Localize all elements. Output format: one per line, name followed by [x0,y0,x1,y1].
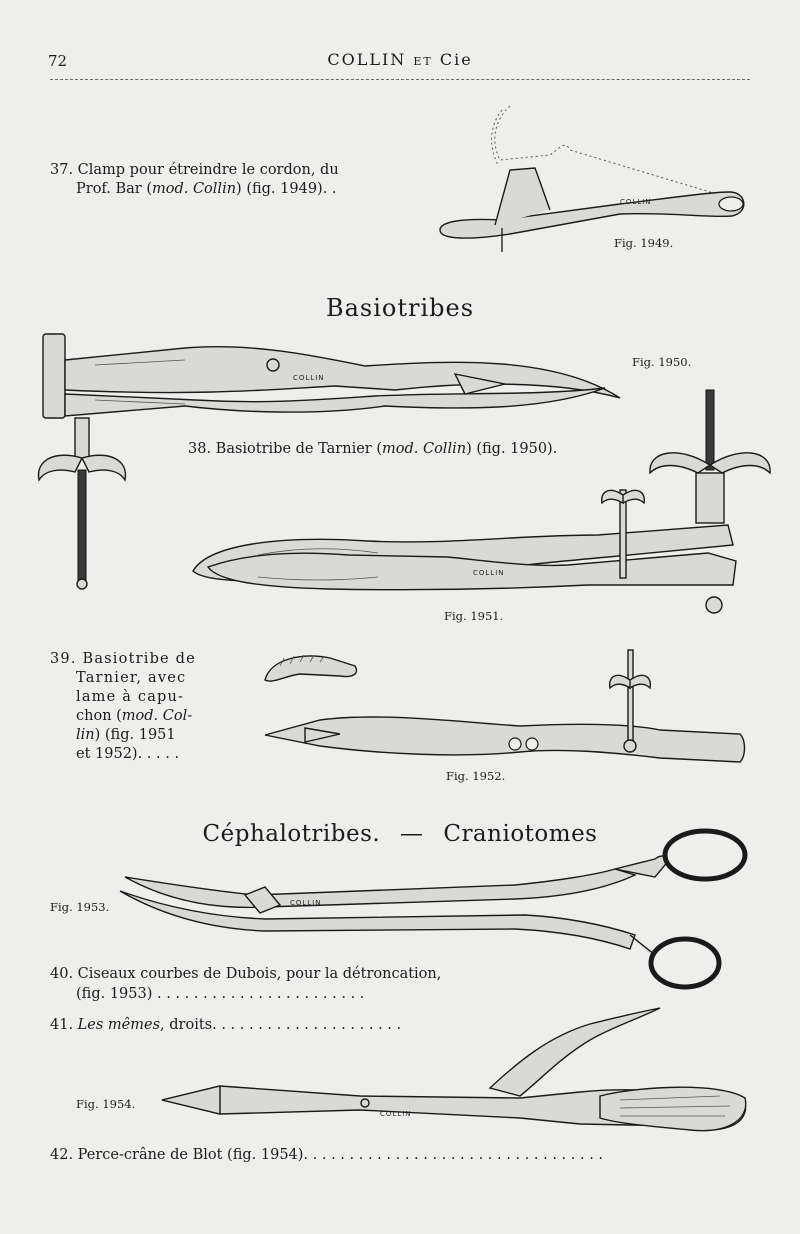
illustration-basiotribe-fig-1951 [188,385,788,620]
fig-1952-caption: Fig. 1952. [446,769,506,783]
illustration-perforator-fig-1954 [160,1000,760,1150]
illustration-hooded-blade-fig-1952 [260,640,760,780]
fig-1950-caption: Fig. 1950. [632,355,692,369]
hooded-blade-knob [624,740,636,752]
basiotribe2-wing-right [710,453,770,473]
perforator-tip [162,1086,220,1114]
hooded-blade-screw [628,650,633,750]
perforator-lever [490,1008,660,1096]
basiotribe-screw [78,470,86,580]
fig-1953-caption: Fig. 1953. [50,900,110,914]
running-header-main: COLLIN [327,50,407,69]
entry-38-ref: ) (fig. 1950). [466,441,558,457]
section-dash: — [400,821,424,847]
running-header [0,50,800,69]
scissors-upper-ring [665,831,745,879]
basiotribe-screw-knob [77,579,87,589]
entry-39-line1: 39. Basiotribe de [50,651,196,667]
basiotribe2-collar [696,473,724,523]
entry-38-text: 38. Basiotribe de Tarnier ( [188,441,382,457]
scissors-upper-blade [125,869,635,907]
entry-40-line2: (fig. 1953) . . . . . . . . . . . . . . . . . . . . . . . [76,986,365,1002]
fig-1954-caption: Fig. 1954. [76,1097,136,1111]
scissors-engraving: COLLIN [290,899,322,907]
entry-41-number: 41. [50,1017,74,1033]
basiotribe-engraving: COLLIN [293,374,325,382]
illustration-clamp-fig-1949 [440,100,760,260]
running-header-cie: Cie [439,50,473,69]
fig-1949-caption: Fig. 1949. [614,236,674,250]
entry-37-line1: 37. Clamp pour étreindre le cordon, du [50,162,339,178]
entry-37-line2 [76,180,337,199]
hooded-blade-notch-2 [526,738,538,750]
entry-38-model: mod. Collin [382,441,467,457]
basiotribe2-wing-left [650,453,710,473]
section-craniotomes: Craniotomes [443,821,598,847]
entry-39-line6: et 1952). . . . . [76,746,180,762]
entry-39-text: chon ( [76,708,122,724]
perforator-engraving: COLLIN [380,1110,412,1118]
entry-39-ref: ) (fig. 1951 [94,727,176,743]
scissors-pivot [245,887,280,913]
entry-41-italic: Les mêmes [77,1017,161,1033]
entry-37-text: Prof. Bar ( [76,181,152,197]
entry-39-model: mod. Col- [121,708,193,724]
entry-37-model: mod. Collin [151,181,237,197]
section-title-basiotribes: Basiotribes [325,294,475,322]
header-rule [50,79,750,80]
scissors-lower-ring [651,939,719,987]
basiotribe-wing-left [38,455,82,480]
clamp-body [440,192,744,238]
entry-39-line4 [76,707,192,726]
entry-39-line2: Tarnier, avec [76,670,187,686]
entry-39-line3: lame à capu- [76,689,185,705]
hooded-blade-shaft [265,717,745,762]
entry-39-line5 [76,726,176,745]
basiotribe2-screw [706,390,714,470]
entry-39-model-end: lin [76,727,95,743]
entry-42: 42. Perce-crâne de Blot (fig. 1954). . . . . . . . . . . . . . . . . . . . . . . . . . . . . . . . . [50,1147,604,1163]
perforator-screw [361,1099,369,1107]
section-cephalotribes: Céphalotribes. [202,821,381,847]
entry-37-ref: ) (fig. 1949). . [236,181,337,197]
fig-1951-caption: Fig. 1951. [444,609,504,623]
basiotribe-wing-right [82,455,126,480]
basiotribe-screw-collar [75,418,89,458]
entry-41-rest: , droits. . . . . . . . . . . . . . . . . . . . . [160,1017,402,1033]
running-header-et: ET [413,55,433,68]
clamp-ring [719,197,743,211]
basiotribe-pivot [267,359,279,371]
entry-40-line1: 40. Ciseaux courbes de Dubois, pour la détroncation, [50,966,442,982]
hooded-blade-notch-1 [509,738,521,750]
page-number: 72 [48,52,68,70]
clamp-engraving: COLLIN [620,198,652,206]
basiotribe-handle-block [43,334,65,418]
hood-blade-piece [265,656,357,681]
basiotribe2-knob [706,597,722,613]
basiotribe2-engraving: COLLIN [473,569,505,577]
